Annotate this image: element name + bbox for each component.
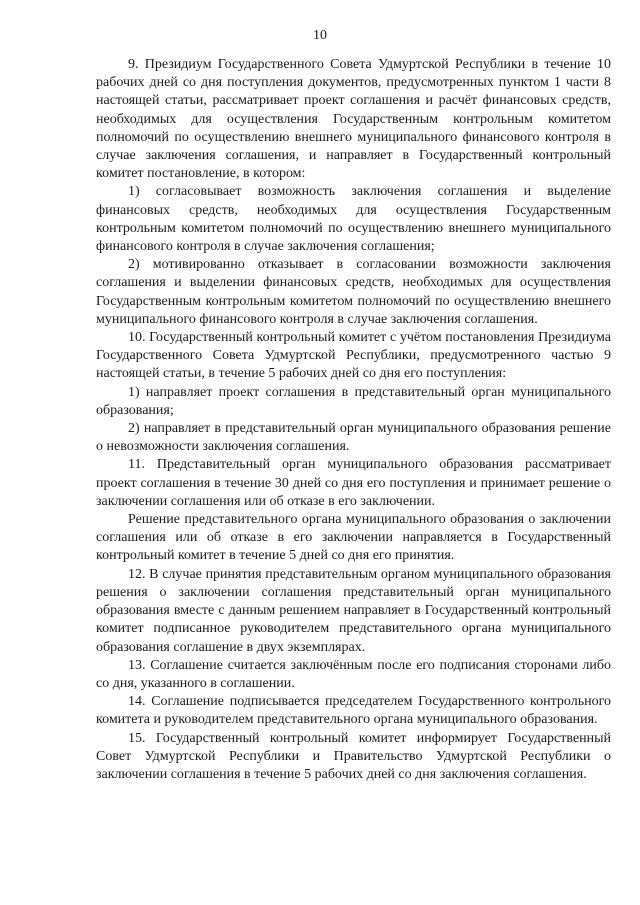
paragraph-10: 10. Государственный контрольный комитет с учётом постановления Президиума Государственного Совета Удмуртской Республики, предусмотренного частью 9 настоящей статьи, в течение 5 рабочих дней со дня его поступления:: [96, 330, 611, 382]
paragraph-11-continued: Решение представительного органа муниципального образования о заключении соглашения или об отказе в его заключении направляется в Государственный контрольный комитет в течение 5 дней со дня его принятия.: [96, 512, 611, 564]
paragraph-15: 15. Государственный контрольный комитет информирует Государственный Совет Удмуртской Республики и Правительство Удмуртской Республики о заключении соглашения в течение 5 рабочих дней со дня заключения соглашения.: [96, 730, 611, 782]
paragraph-9-item-1: 1) согласовывает возможность заключения соглашения и выделение финансовых средств, необходимых для осуществления Государственным контрольным комитетом полномочий по осуществлению внешнего муниципального финансового контроля в случае заключения соглашения;: [96, 184, 611, 255]
paragraph-12: 12. В случае принятия представительным органом муниципального образования решения о заключении соглашения представительный орган муниципального образования вместе с данным решением направляет в Государственный контрольный комитет подписанное руководителем представительного органа муниципального образования соглашение в двух экземплярах.: [96, 566, 611, 655]
page-number: 10: [313, 28, 327, 43]
paragraph-9-item-2: 2) мотивированно отказывает в согласовании возможности заключения соглашения и выделении финансовых средств, необходимых для осуществления Государственным контрольным комитетом полномочий по осуществлению внешнего муниципального финансового контроля в случае заключения соглашения.: [96, 257, 611, 327]
paragraph-10-item-1: 1) направляет проект соглашения в представительный орган муниципального образования;: [96, 384, 611, 418]
document-body: [96, 56, 611, 784]
paragraph-10-item-2: 2) направляет в представительный орган муниципального образования решение о невозможности заключения соглашения.: [96, 421, 611, 455]
paragraph-14: 14. Соглашение подписывается председателем Государственного контрольного комитета и руководителем представительного органа муниципального образования.: [96, 694, 611, 728]
paragraph-13: 13. Соглашение считается заключённым после его подписания сторонами либо со дня, указанного в соглашении.: [96, 657, 611, 691]
paragraph-11: 11. Представительный орган муниципального образования рассматривает проект соглашения в течение 30 дней со дня его поступления и принимает решение о заключении соглашения или об отказе в его заключении.: [96, 457, 611, 509]
paragraph-9: 9. Президиум Государственного Совета Удмуртской Республики в течение 10 рабочих дней со дня поступления документов, предусмотренных пунктом 1 части 8 настоящей статьи, рассматривает проект соглашения и расчёт финансовых средств, необходимых для осуществления Государственным контрольным комитетом полномочий по осуществлению внешнего муниципального финансового контроля в случае заключения соглашения, и направляет в Государственный контрольный комитет постановление, в котором:: [96, 57, 611, 182]
